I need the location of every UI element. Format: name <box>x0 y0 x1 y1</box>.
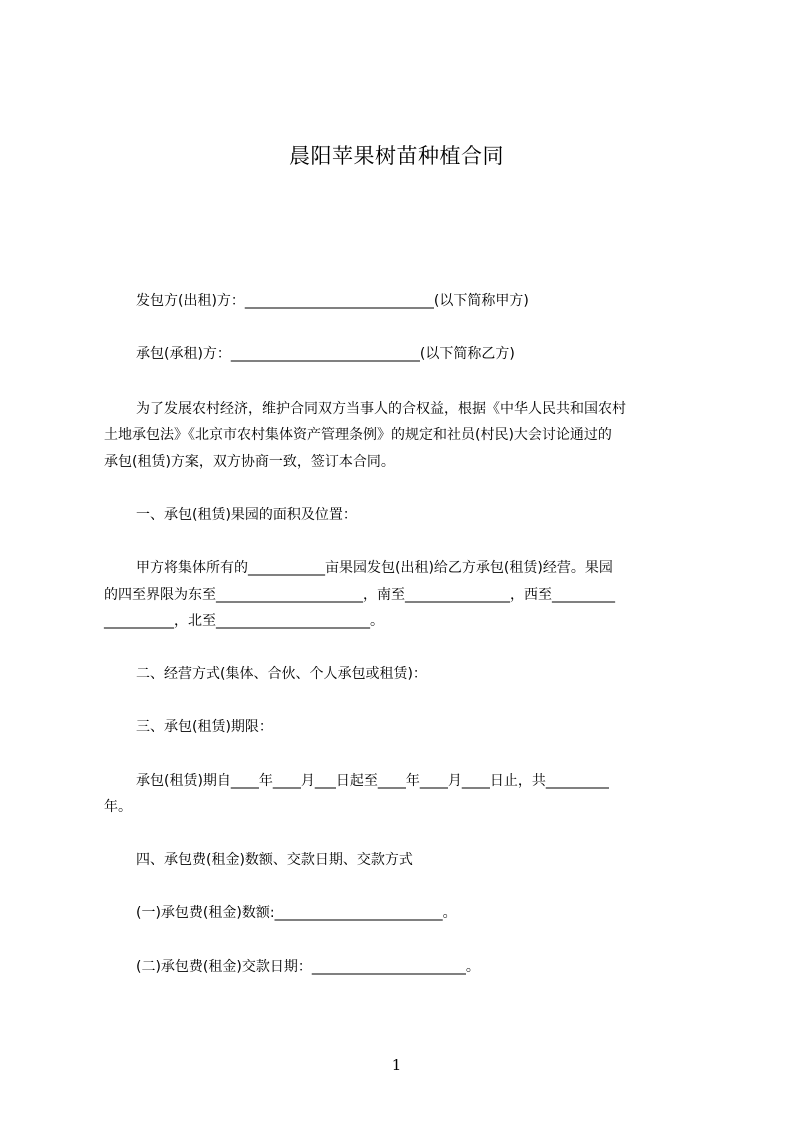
document-title: 晨阳苹果树苗种植合同 <box>289 144 504 168</box>
section-four-heading: 四、承包费(租金)数额、交款日期、交款方式 <box>136 852 413 868</box>
page-number: 1 <box>391 1056 402 1074</box>
section-two-heading: 二、经营方式(集体、合伙、个人承包或租赁)： <box>136 666 427 682</box>
orchard-boundary-line-1: 的四至界限为东至_____________________，南至_______________，西至_________ <box>104 587 615 603</box>
fee-amount-line: (一)承包费(租金)数额:________________________。 <box>136 905 457 921</box>
orchard-boundary-line-2: __________，北至______________________。 <box>104 613 384 629</box>
preamble-line-3: 承包(租赁)方案，双方协商一致，签订本合同。 <box>104 454 395 470</box>
term-line-2: 年。 <box>104 799 132 815</box>
party-b-line: 承包(承租)方：___________________________(以下简称乙方) <box>136 346 515 362</box>
fee-date-line: (二)承包费(租金)交款日期：______________________。 <box>136 959 480 975</box>
term-line-1: 承包(租赁)期自____年____月___日起至____年____月____日止，共_________ <box>136 773 609 789</box>
preamble-line-1: 为了发展农村经济，维护合同双方当事人的合权益，根据《中华人民共和国农村 <box>136 401 626 417</box>
preamble-line-2: 土地承包法》《北京市农村集体资产管理条例》的规定和社员(村民)大会讨论通过的 <box>104 427 612 443</box>
section-three-heading: 三、承包(租赁)期限： <box>136 719 273 735</box>
orchard-area-line: 甲方将集体所有的___________亩果园发包(出租)给乙方承包(租赁)经营。果园 <box>136 560 613 576</box>
party-a-line: 发包方(出租)方：___________________________(以下简称甲方) <box>136 293 529 309</box>
section-one-heading: 一、承包(租赁)果园的面积及位置： <box>136 507 357 523</box>
